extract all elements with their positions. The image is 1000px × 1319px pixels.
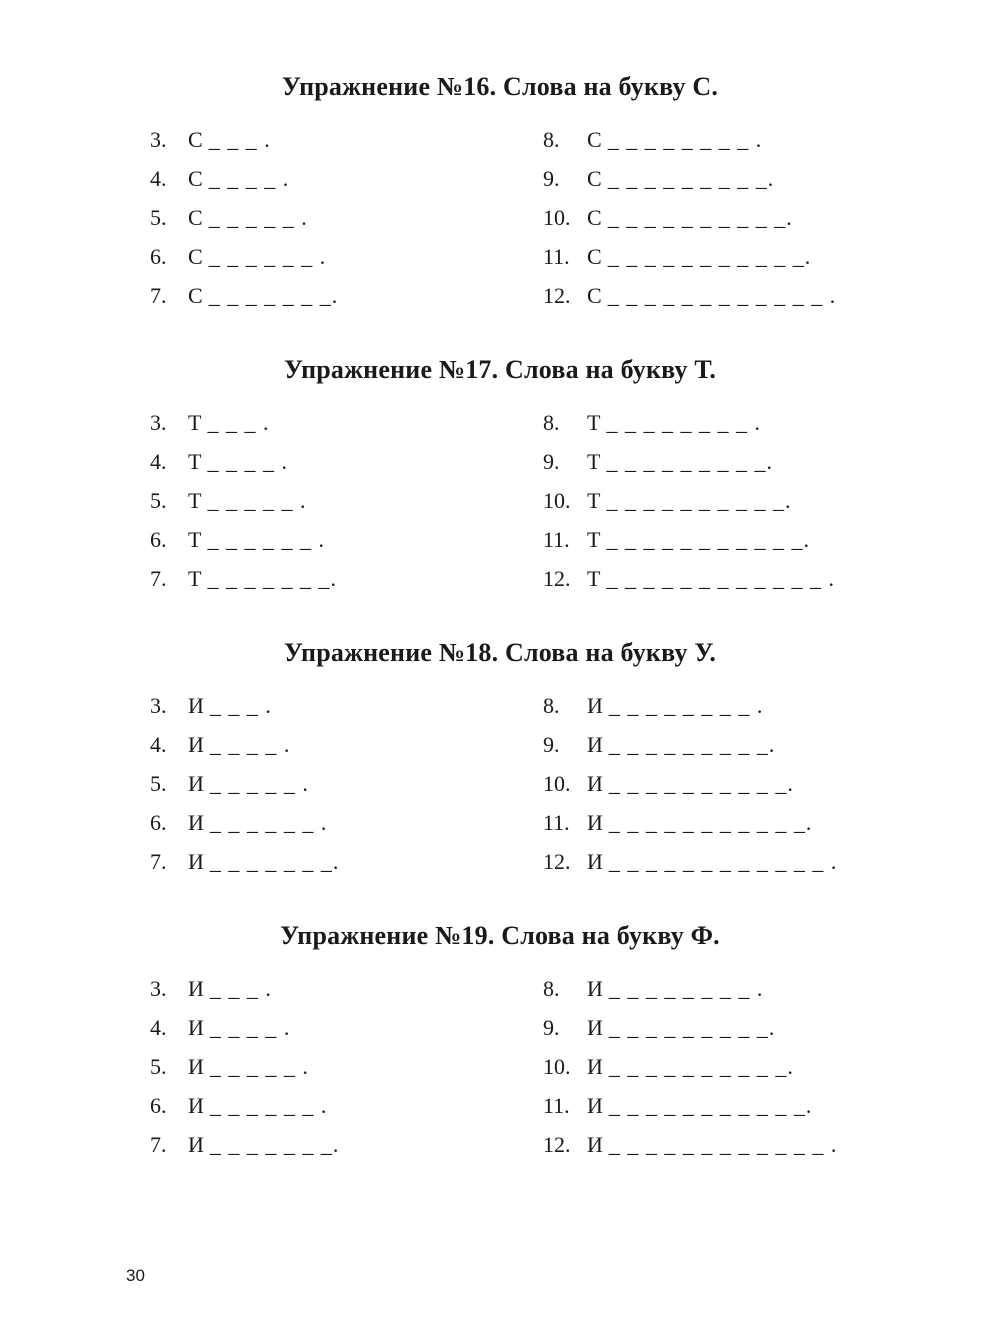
item-letter: И bbox=[188, 1054, 204, 1079]
item-blanks: _ _ _ _ _ _ _ _ _ _. bbox=[608, 1054, 794, 1079]
item-number: 7. bbox=[150, 283, 167, 308]
item-blanks: _ _ _ _ _ . bbox=[209, 771, 309, 796]
item-letter: С bbox=[188, 205, 203, 230]
item-letter: Т bbox=[587, 527, 601, 552]
exercise-item bbox=[150, 969, 339, 1008]
exercise-item bbox=[543, 198, 836, 237]
item-number: 9. bbox=[543, 166, 560, 191]
item-blanks: _ _ _ _ _ _ _ _ _. bbox=[608, 732, 776, 757]
exercise-title: Упражнение №16. Слова на букву С. bbox=[281, 72, 719, 101]
item-letter: И bbox=[587, 1132, 603, 1157]
item-letter: И bbox=[188, 771, 204, 796]
item-letter: И bbox=[188, 849, 204, 874]
exercise-item bbox=[150, 842, 339, 881]
item-blanks: _ _ _ _ _ _ _. bbox=[207, 566, 337, 591]
item-number: 6. bbox=[150, 1093, 167, 1118]
exercise-column-left bbox=[150, 120, 338, 315]
item-blanks: _ _ _ _ . bbox=[207, 449, 288, 474]
item-blanks: _ _ _ _ _ _ _ _ _ _ _. bbox=[608, 1093, 813, 1118]
exercise-item bbox=[150, 725, 339, 764]
item-blanks: _ _ _ _ _ _ _ _ _. bbox=[606, 449, 773, 474]
item-blanks: _ _ _ _ _ _ _. bbox=[208, 283, 339, 308]
item-letter: С bbox=[587, 244, 602, 269]
exercise-item bbox=[543, 237, 836, 276]
item-blanks: _ _ _ _ _ _ _ _ . bbox=[608, 693, 764, 718]
item-number: 3. bbox=[150, 127, 167, 152]
item-number: 9. bbox=[543, 732, 560, 757]
item-letter: С bbox=[587, 205, 602, 230]
item-blanks: _ _ _ _ _ . bbox=[208, 205, 308, 230]
item-number: 11. bbox=[543, 244, 570, 269]
item-number: 10. bbox=[543, 1054, 571, 1079]
exercise-item bbox=[150, 237, 338, 276]
item-number: 7. bbox=[150, 1132, 167, 1157]
item-number: 5. bbox=[150, 771, 167, 796]
item-blanks: _ _ _ _ _ _ _. bbox=[209, 1132, 340, 1157]
item-number: 6. bbox=[150, 527, 167, 552]
item-blanks: _ _ _ _ _ _ _. bbox=[209, 849, 340, 874]
item-letter: Т bbox=[587, 566, 601, 591]
exercise-item bbox=[150, 559, 337, 598]
exercise-item bbox=[543, 1125, 837, 1164]
exercise-item bbox=[150, 481, 337, 520]
item-number: 10. bbox=[543, 488, 571, 513]
item-letter: Т bbox=[587, 488, 601, 513]
page-number: 30 bbox=[126, 1266, 145, 1285]
item-blanks: _ _ _ . bbox=[209, 693, 272, 718]
item-letter: И bbox=[587, 1093, 603, 1118]
item-blanks: _ _ _ . bbox=[208, 127, 271, 152]
exercise-column-right bbox=[543, 403, 835, 598]
item-blanks: _ _ _ _ _ _ . bbox=[209, 810, 328, 835]
exercise-item bbox=[543, 842, 837, 881]
item-letter: И bbox=[587, 771, 603, 796]
item-letter: И bbox=[587, 810, 603, 835]
item-blanks: _ _ _ _ _ _ _ _ _ _ _ _ . bbox=[606, 566, 835, 591]
exercise-title: Упражнение №19. Слова на букву Ф. bbox=[280, 921, 720, 950]
item-letter: С bbox=[188, 166, 203, 191]
item-letter: И bbox=[188, 810, 204, 835]
item-number: 3. bbox=[150, 976, 167, 1001]
item-letter: С bbox=[587, 166, 602, 191]
item-letter: И bbox=[587, 693, 603, 718]
exercise-item bbox=[543, 1047, 837, 1086]
exercise-column-right bbox=[543, 686, 837, 881]
exercise-item bbox=[543, 276, 836, 315]
exercise-item bbox=[543, 159, 836, 198]
item-letter: Т bbox=[587, 449, 601, 474]
item-blanks: _ _ _ _ _ _ _ _ . bbox=[608, 976, 764, 1001]
exercise-item bbox=[543, 442, 835, 481]
item-letter: И bbox=[188, 1132, 204, 1157]
item-letter: С bbox=[587, 283, 602, 308]
item-blanks: _ _ _ _ _ _ . bbox=[209, 1093, 328, 1118]
item-blanks: _ _ _ . bbox=[209, 976, 272, 1001]
item-blanks: _ _ _ _ _ _ _ _ _ _ _. bbox=[607, 244, 812, 269]
exercise-item bbox=[150, 403, 337, 442]
exercise-item bbox=[150, 159, 338, 198]
item-blanks: _ _ _ . bbox=[207, 410, 270, 435]
item-number: 5. bbox=[150, 488, 167, 513]
exercise-item bbox=[150, 1047, 339, 1086]
item-number: 10. bbox=[543, 205, 571, 230]
item-number: 8. bbox=[543, 127, 560, 152]
item-number: 8. bbox=[543, 410, 560, 435]
exercise-item bbox=[150, 276, 338, 315]
item-blanks: _ _ _ _ _ _ _ _ _ _. bbox=[607, 205, 793, 230]
item-letter: И bbox=[188, 732, 204, 757]
exercise-item bbox=[543, 686, 837, 725]
item-number: 7. bbox=[150, 849, 167, 874]
item-letter: И bbox=[587, 732, 603, 757]
exercise-item bbox=[543, 520, 835, 559]
item-number: 7. bbox=[150, 566, 167, 591]
exercise-item bbox=[543, 1086, 837, 1125]
item-letter: И bbox=[587, 1054, 603, 1079]
exercise-column-left bbox=[150, 969, 339, 1164]
exercise-column-right bbox=[543, 120, 836, 315]
exercise-title: Упражнение №17. Слова на букву Т. bbox=[283, 355, 717, 384]
item-letter: И bbox=[587, 1015, 603, 1040]
item-number: 11. bbox=[543, 810, 570, 835]
exercise-item bbox=[150, 120, 338, 159]
item-blanks: _ _ _ _ _ _ _ _ _ _ _ _ . bbox=[608, 1132, 838, 1157]
item-number: 9. bbox=[543, 1015, 560, 1040]
exercise-item bbox=[543, 1008, 837, 1047]
item-number: 12. bbox=[543, 1132, 571, 1157]
exercise-item bbox=[543, 725, 837, 764]
exercise-column-right bbox=[543, 969, 837, 1164]
item-letter: С bbox=[587, 127, 602, 152]
item-blanks: _ _ _ _ _ . bbox=[207, 488, 307, 513]
exercise-item bbox=[150, 803, 339, 842]
exercise-item bbox=[150, 686, 339, 725]
item-number: 4. bbox=[150, 732, 167, 757]
item-number: 6. bbox=[150, 244, 167, 269]
exercise-item bbox=[150, 520, 337, 559]
exercise-item bbox=[150, 1008, 339, 1047]
item-letter: Т bbox=[188, 566, 202, 591]
item-number: 4. bbox=[150, 449, 167, 474]
item-letter: И bbox=[188, 976, 204, 1001]
item-number: 12. bbox=[543, 283, 571, 308]
exercise-column-left bbox=[150, 403, 337, 598]
item-number: 4. bbox=[150, 166, 167, 191]
item-blanks: _ _ _ _ _ _ _ _ _ _. bbox=[606, 488, 792, 513]
item-number: 11. bbox=[543, 1093, 570, 1118]
exercise-item bbox=[543, 559, 835, 598]
item-number: 3. bbox=[150, 693, 167, 718]
item-letter: Т bbox=[587, 410, 601, 435]
item-number: 5. bbox=[150, 205, 167, 230]
exercise-item bbox=[150, 442, 337, 481]
exercise-item bbox=[150, 198, 338, 237]
item-number: 10. bbox=[543, 771, 571, 796]
item-blanks: _ _ _ _ _ _ _ _ _ _ _ _ . bbox=[607, 283, 837, 308]
item-number: 8. bbox=[543, 976, 560, 1001]
item-letter: Т bbox=[188, 527, 202, 552]
item-letter: И bbox=[587, 849, 603, 874]
item-blanks: _ _ _ _ _ _ _ _ _ _. bbox=[608, 771, 794, 796]
item-number: 3. bbox=[150, 410, 167, 435]
exercise-item bbox=[543, 764, 837, 803]
item-number: 8. bbox=[543, 693, 560, 718]
item-blanks: _ _ _ _ _ _ _ _ _. bbox=[608, 1015, 776, 1040]
item-letter: С bbox=[188, 283, 203, 308]
item-letter: Т bbox=[188, 410, 202, 435]
item-blanks: _ _ _ _ _ _ . bbox=[208, 244, 327, 269]
item-number: 5. bbox=[150, 1054, 167, 1079]
exercise-item bbox=[150, 764, 339, 803]
exercise-item bbox=[543, 481, 835, 520]
item-number: 9. bbox=[543, 449, 560, 474]
exercise-title: Упражнение №18. Слова на букву У. bbox=[283, 638, 717, 667]
item-number: 11. bbox=[543, 527, 570, 552]
item-blanks: _ _ _ _ . bbox=[209, 732, 291, 757]
item-number: 12. bbox=[543, 849, 571, 874]
item-blanks: _ _ _ _ _ . bbox=[209, 1054, 309, 1079]
item-blanks: _ _ _ _ _ _ _ _ _ _ _. bbox=[606, 527, 810, 552]
exercise-item bbox=[543, 120, 836, 159]
item-letter: И bbox=[188, 693, 204, 718]
item-letter: И bbox=[587, 976, 603, 1001]
exercise-item bbox=[150, 1086, 339, 1125]
item-blanks: _ _ _ _ _ _ _ _ . bbox=[606, 410, 761, 435]
item-letter: И bbox=[188, 1093, 204, 1118]
item-blanks: _ _ _ _ _ _ . bbox=[207, 527, 325, 552]
item-blanks: _ _ _ _ _ _ _ _ . bbox=[607, 127, 763, 152]
item-letter: С bbox=[188, 127, 203, 152]
item-number: 4. bbox=[150, 1015, 167, 1040]
item-blanks: _ _ _ _ _ _ _ _ _ _ _ _ . bbox=[608, 849, 838, 874]
item-blanks: _ _ _ _ _ _ _ _ _. bbox=[607, 166, 775, 191]
item-letter: И bbox=[188, 1015, 204, 1040]
item-letter: Т bbox=[188, 488, 202, 513]
exercise-item bbox=[543, 403, 835, 442]
exercise-column-left bbox=[150, 686, 339, 881]
exercise-item bbox=[543, 969, 837, 1008]
item-number: 12. bbox=[543, 566, 571, 591]
exercise-item bbox=[543, 803, 837, 842]
exercise-item bbox=[150, 1125, 339, 1164]
item-letter: Т bbox=[188, 449, 202, 474]
item-blanks: _ _ _ _ . bbox=[208, 166, 290, 191]
item-number: 6. bbox=[150, 810, 167, 835]
item-blanks: _ _ _ _ _ _ _ _ _ _ _. bbox=[608, 810, 813, 835]
item-letter: С bbox=[188, 244, 203, 269]
item-blanks: _ _ _ _ . bbox=[209, 1015, 291, 1040]
